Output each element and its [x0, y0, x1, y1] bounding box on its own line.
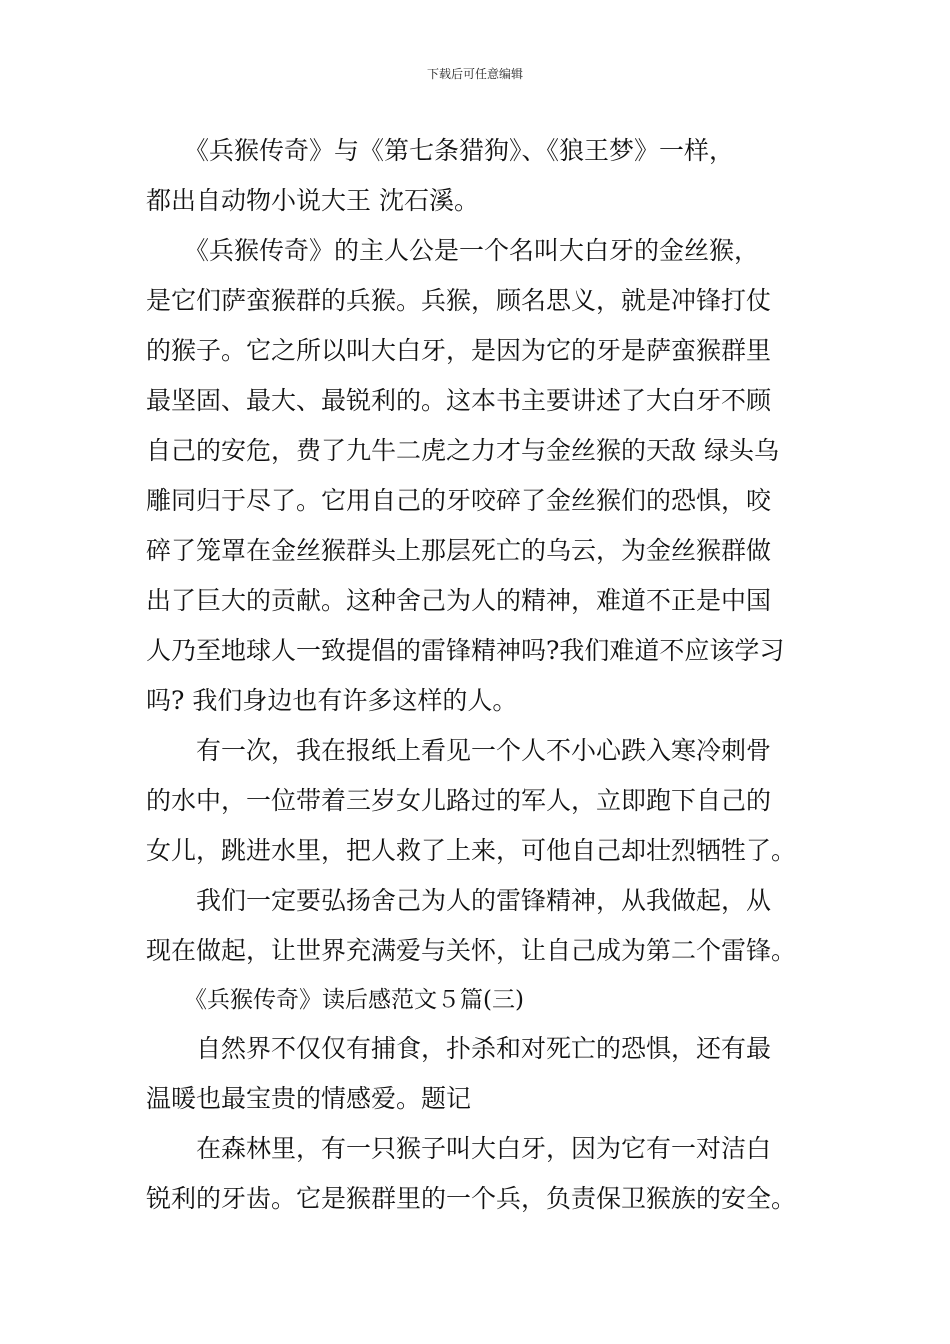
paragraph-2-line-10: 吗? 我们身边也有许多这样的人。 — [146, 686, 518, 715]
paragraph-2-line-3: 的猴子。它之所以叫大白牙，是因为它的牙是萨蛮猴群里 — [146, 336, 772, 365]
paragraph-4-line-1: 我们一定要弘扬舍己为人的雷锋精神，从我做起，从 — [196, 886, 772, 915]
paragraph-6-line-2: 锐利的牙齿。它是猴群里的一个兵，负责保卫猴族的安全。 — [146, 1184, 797, 1213]
paragraph-5-line-2: 温暖也最宝贵的情感爱。题记 — [146, 1084, 472, 1113]
paragraph-4-line-2: 现在做起，让世界充满爱与关怀，让自己成为第二个雷锋。 — [146, 936, 797, 965]
paragraph-3-line-2: 的水中，一位带着三岁女儿路过的军人，立即跑下自己的 — [146, 786, 772, 815]
paragraph-1-line-1: 《兵猴传奇》与《第七条猎狗》、《狼王梦》一样， — [184, 136, 735, 165]
paragraph-2-line-7: 碎了笼罩在金丝猴群头上那层死亡的乌云，为金丝猴群做 — [146, 536, 772, 565]
paragraph-1-line-2: 都出自动物小说大王 沈石溪。 — [146, 186, 479, 215]
paragraph-2-line-4: 最坚固、最大、最锐利的。这本书主要讲述了大白牙不顾 — [146, 386, 772, 415]
document-body — [146, 126, 806, 1224]
paragraph-5-line-1: 自然界不仅仅有捕食，扑杀和对死亡的恐惧，还有最 — [196, 1034, 772, 1063]
page-header: 下载后可任意编辑 — [426, 67, 523, 81]
section-title: 《兵猴传奇》读后感范文５篇(三) — [184, 987, 524, 1013]
paragraph-3-line-3: 女儿，跳进水里，把人救了上来，可他自己却壮烈牺牲了。 — [146, 836, 797, 865]
paragraph-2-line-9: 人乃至地球人一致提倡的雷锋精神吗?我们难道不应该学习 — [146, 636, 785, 665]
paragraph-3-line-1: 有一次，我在报纸上看见一个人不小心跌入寒冷刺骨 — [196, 736, 772, 765]
paragraph-6-line-1: 在森林里，有一只猴子叫大白牙，因为它有一对洁白 — [196, 1134, 772, 1163]
paragraph-2-line-5: 自己的安危，费了九牛二虎之力才与金丝猴的天敌 绿头乌 — [146, 436, 779, 465]
paragraph-2-line-6: 雕同归于尽了。它用自己的牙咬碎了金丝猴们的恐惧，咬 — [146, 486, 772, 515]
paragraph-2-line-2: 是它们萨蛮猴群的兵猴。兵猴，顾名思义，就是冲锋打仗 — [146, 286, 772, 315]
paragraph-2-line-8: 出了巨大的贡献。这种舍己为人的精神，难道不正是中国 — [146, 586, 772, 615]
paragraph-2-line-1: 《兵猴传奇》的主人公是一个名叫大白牙的金丝猴， — [184, 236, 760, 265]
